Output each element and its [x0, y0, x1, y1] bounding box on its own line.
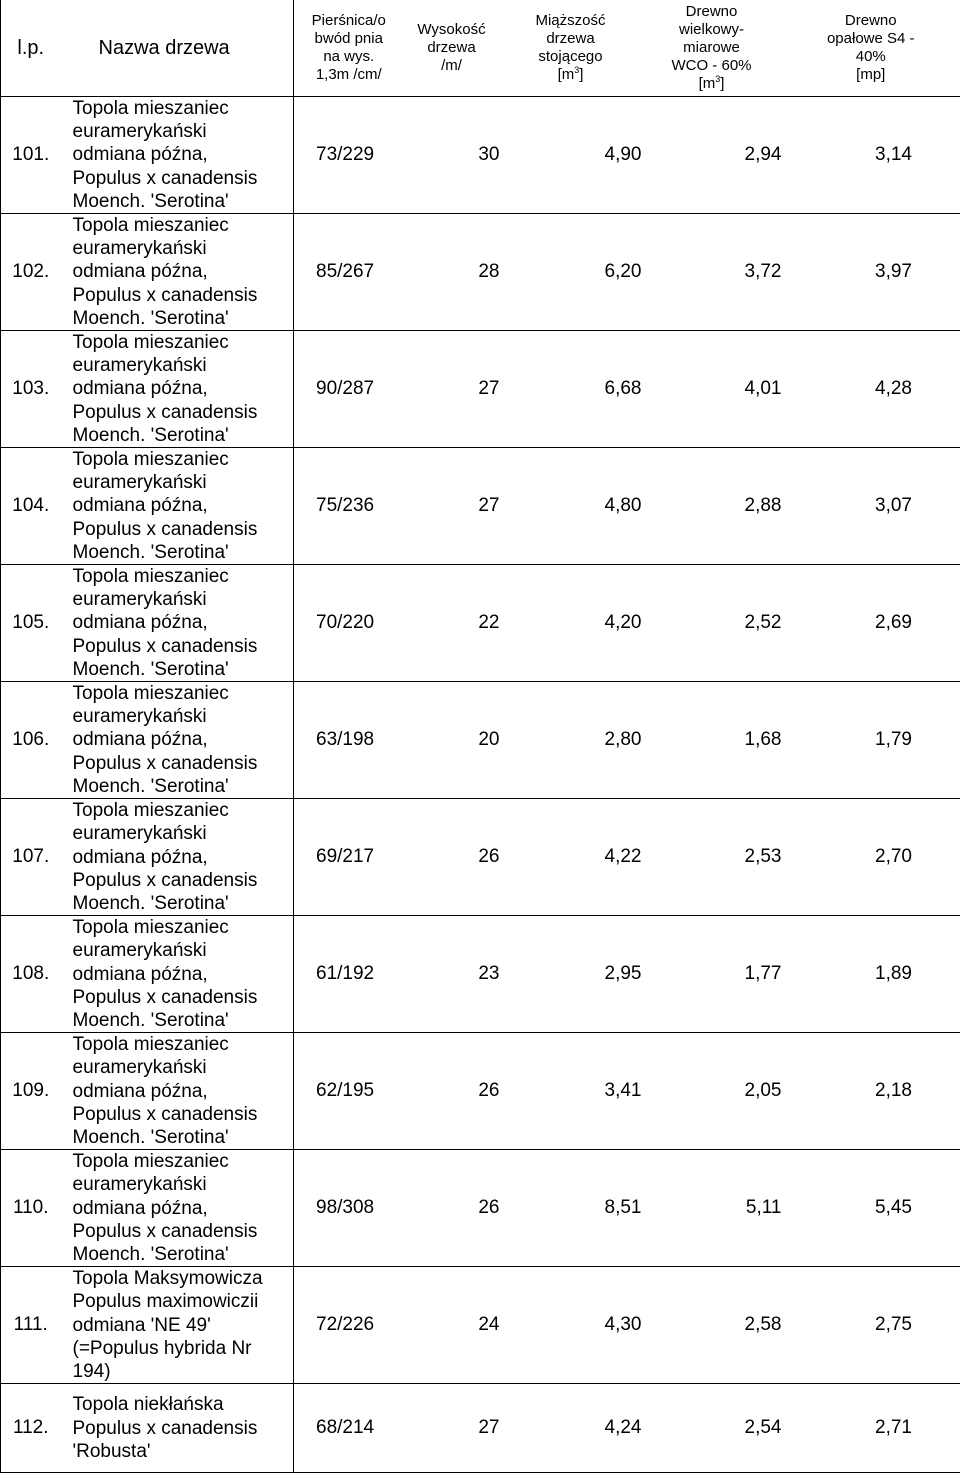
wco-value: 1,68 [642, 682, 782, 799]
tree-name-line: euramerykański [73, 471, 294, 494]
tree-name-line: odmiana późna, [73, 728, 294, 751]
tree-name-line: Populus x canadensis [73, 284, 294, 307]
tree-name-line: (=Populus hybrida Nr [73, 1337, 294, 1360]
table-row [1, 1150, 960, 1267]
tree-name-line: Populus x canadensis [73, 1103, 294, 1126]
tree-name-line: Moench. 'Serotina' [73, 307, 294, 330]
header-volume: Miąższość drzewa stojącego $[m^3]$ [500, 0, 642, 97]
tree-name-line: Populus x canadensis [73, 869, 294, 892]
table-row [1, 799, 960, 916]
wco-value: 2,53 [642, 799, 782, 916]
table-header [1, 0, 960, 97]
tree-name-line: odmiana późna, [73, 377, 294, 400]
tree-name-line: euramerykański [73, 705, 294, 728]
table-row [1, 448, 960, 565]
tree-name-line: Moench. 'Serotina' [73, 1126, 294, 1149]
fuel-value: 1,89 [782, 916, 960, 1033]
row-number: 108. [1, 916, 61, 1033]
wco-value: 2,54 [642, 1384, 782, 1473]
row-number: 109. [1, 1033, 61, 1150]
height-value: 27 [404, 448, 500, 565]
height-value: 24 [404, 1267, 500, 1384]
table-row [1, 214, 960, 331]
circumference-value: 75/236 [294, 448, 404, 565]
tree-name-line: Moench. 'Serotina' [73, 541, 294, 564]
table-row [1, 1033, 960, 1150]
height-value: 27 [404, 1384, 500, 1473]
table-body [1, 97, 960, 1473]
volume-value: 2,80 [500, 682, 642, 799]
table-row [1, 331, 960, 448]
tree-name-line: Populus x canadensis [73, 752, 294, 775]
fuel-value: 3,14 [782, 97, 960, 214]
tree-name-line: Populus x canadensis [73, 167, 294, 190]
volume-value: 4,24 [500, 1384, 642, 1473]
tree-name-line: Topola niekłańska [73, 1393, 294, 1416]
fuel-value: 4,28 [782, 331, 960, 448]
wco-value: 1,77 [642, 916, 782, 1033]
header-circumference: Pierśnica/o bwód pnia na wys. 1,3m /cm/ [294, 0, 404, 97]
tree-name [61, 1150, 294, 1267]
header-fuel: Drewno opałowe S4 - 40% [mp] [782, 0, 960, 97]
tree-name-line: Moench. 'Serotina' [73, 1009, 294, 1032]
wco-value: 2,05 [642, 1033, 782, 1150]
tree-name-line: Topola mieszaniec [73, 448, 294, 471]
height-value: 26 [404, 799, 500, 916]
volume-value: 6,20 [500, 214, 642, 331]
volume-value: 4,22 [500, 799, 642, 916]
row-number: 101. [1, 97, 61, 214]
tree-name [61, 448, 294, 565]
tree-name-line: Moench. 'Serotina' [73, 1243, 294, 1266]
tree-name-line: Topola mieszaniec [73, 1150, 294, 1173]
row-number: 111. [1, 1267, 61, 1384]
tree-name-line: Populus x canadensis [73, 986, 294, 1009]
tree-name-line: Topola mieszaniec [73, 682, 294, 705]
volume-value: 6,68 [500, 331, 642, 448]
row-number: 110. [1, 1150, 61, 1267]
tree-name-line: Topola mieszaniec [73, 97, 294, 120]
circumference-value: 85/267 [294, 214, 404, 331]
tree-name-line: odmiana późna, [73, 143, 294, 166]
row-number: 107. [1, 799, 61, 916]
volume-value: 3,41 [500, 1033, 642, 1150]
tree-name-line: Moench. 'Serotina' [73, 892, 294, 915]
tree-name [61, 565, 294, 682]
header-height: Wysokość drzewa /m/ [404, 0, 500, 97]
tree-name-line: odmiana późna, [73, 846, 294, 869]
tree-name-line: Topola mieszaniec [73, 916, 294, 939]
height-value: 30 [404, 97, 500, 214]
tree-name-line: Populus x canadensis [73, 401, 294, 424]
tree-name-line: euramerykański [73, 822, 294, 845]
table-row [1, 916, 960, 1033]
wco-value: 5,11 [642, 1150, 782, 1267]
table-row [1, 682, 960, 799]
circumference-value: 69/217 [294, 799, 404, 916]
tree-name-line: Populus maximowiczii [73, 1290, 294, 1313]
table-row [1, 97, 960, 214]
table-row [1, 565, 960, 682]
fuel-value: 2,71 [782, 1384, 960, 1473]
fuel-value: 2,70 [782, 799, 960, 916]
fuel-value: 3,07 [782, 448, 960, 565]
tree-name-line: Topola Maksymowicza [73, 1267, 294, 1290]
tree-name-line: odmiana 'NE 49' [73, 1314, 294, 1337]
tree-name-line: euramerykański [73, 939, 294, 962]
tree-name-line: Topola mieszaniec [73, 214, 294, 237]
tree-name-line: Moench. 'Serotina' [73, 775, 294, 798]
row-number: 105. [1, 565, 61, 682]
tree-name-line: euramerykański [73, 237, 294, 260]
row-number: 104. [1, 448, 61, 565]
tree-name [61, 682, 294, 799]
volume-value: 4,30 [500, 1267, 642, 1384]
height-value: 26 [404, 1033, 500, 1150]
volume-value: 4,90 [500, 97, 642, 214]
height-value: 27 [404, 331, 500, 448]
tree-name-line: euramerykański [73, 120, 294, 143]
height-value: 20 [404, 682, 500, 799]
wco-value: 2,94 [642, 97, 782, 214]
circumference-value: 72/226 [294, 1267, 404, 1384]
fuel-value: 2,18 [782, 1033, 960, 1150]
fuel-value: 1,79 [782, 682, 960, 799]
circumference-value: 73/229 [294, 97, 404, 214]
tree-name-line: 'Robusta' [73, 1440, 294, 1463]
tree-name-line: Populus x canadensis [73, 635, 294, 658]
tree-name-line: euramerykański [73, 1056, 294, 1079]
tree-name-line: odmiana późna, [73, 494, 294, 517]
tree-name-line: 194) [73, 1360, 294, 1383]
tree-name-line: odmiana późna, [73, 1197, 294, 1220]
tree-name-line: euramerykański [73, 354, 294, 377]
volume-value: 2,95 [500, 916, 642, 1033]
circumference-value: 61/192 [294, 916, 404, 1033]
tree-name-line: Moench. 'Serotina' [73, 658, 294, 681]
fuel-value: 3,97 [782, 214, 960, 331]
wco-value: 2,58 [642, 1267, 782, 1384]
table-row [1, 1267, 960, 1384]
tree-name-line: odmiana późna, [73, 1080, 294, 1103]
fuel-value: 2,69 [782, 565, 960, 682]
circumference-value: 70/220 [294, 565, 404, 682]
tree-name-line: euramerykański [73, 588, 294, 611]
circumference-value: 63/198 [294, 682, 404, 799]
tree-name-line: Populus x canadensis [73, 1417, 294, 1440]
tree-name [61, 916, 294, 1033]
fuel-value: 5,45 [782, 1150, 960, 1267]
circumference-value: 90/287 [294, 331, 404, 448]
tree-name [61, 214, 294, 331]
tree-name-line: Populus x canadensis [73, 518, 294, 541]
height-value: 26 [404, 1150, 500, 1267]
circumference-value: 98/308 [294, 1150, 404, 1267]
tree-name-line: Moench. 'Serotina' [73, 424, 294, 447]
tree-name-line: odmiana późna, [73, 260, 294, 283]
tree-name [61, 97, 294, 214]
tree-name-line: Topola mieszaniec [73, 331, 294, 354]
tree-name [61, 1033, 294, 1150]
circumference-value: 68/214 [294, 1384, 404, 1473]
wco-value: 3,72 [642, 214, 782, 331]
row-number: 102. [1, 214, 61, 331]
tree-name-line: Moench. 'Serotina' [73, 190, 294, 213]
height-value: 22 [404, 565, 500, 682]
tree-name-line: odmiana późna, [73, 611, 294, 634]
header-name: Nazwa drzewa [61, 0, 294, 97]
tree-name-line: Topola mieszaniec [73, 565, 294, 588]
wco-value: 2,52 [642, 565, 782, 682]
tree-name [61, 331, 294, 448]
volume-value: 4,80 [500, 448, 642, 565]
tree-name-line: euramerykański [73, 1173, 294, 1196]
wco-value: 4,01 [642, 331, 782, 448]
tree-name [61, 1267, 294, 1384]
volume-value: 4,20 [500, 565, 642, 682]
row-number: 106. [1, 682, 61, 799]
height-value: 28 [404, 214, 500, 331]
fuel-value: 2,75 [782, 1267, 960, 1384]
row-number: 112. [1, 1384, 61, 1473]
tree-name-line: odmiana późna, [73, 963, 294, 986]
volume-value: 8,51 [500, 1150, 642, 1267]
tree-name-line: Topola mieszaniec [73, 799, 294, 822]
tree-name [61, 1384, 294, 1473]
row-number: 103. [1, 331, 61, 448]
tree-name [61, 799, 294, 916]
header-lp: l.p. [1, 0, 61, 97]
circumference-value: 62/195 [294, 1033, 404, 1150]
tree-name-line: Populus x canadensis [73, 1220, 294, 1243]
wco-value: 2,88 [642, 448, 782, 565]
header-wco: Drewno wielkowy- miarowe WCO - 60% $[m^3]$ [642, 0, 782, 97]
table-row [1, 1384, 960, 1473]
tree-name-line: Topola mieszaniec [73, 1033, 294, 1056]
height-value: 23 [404, 916, 500, 1033]
